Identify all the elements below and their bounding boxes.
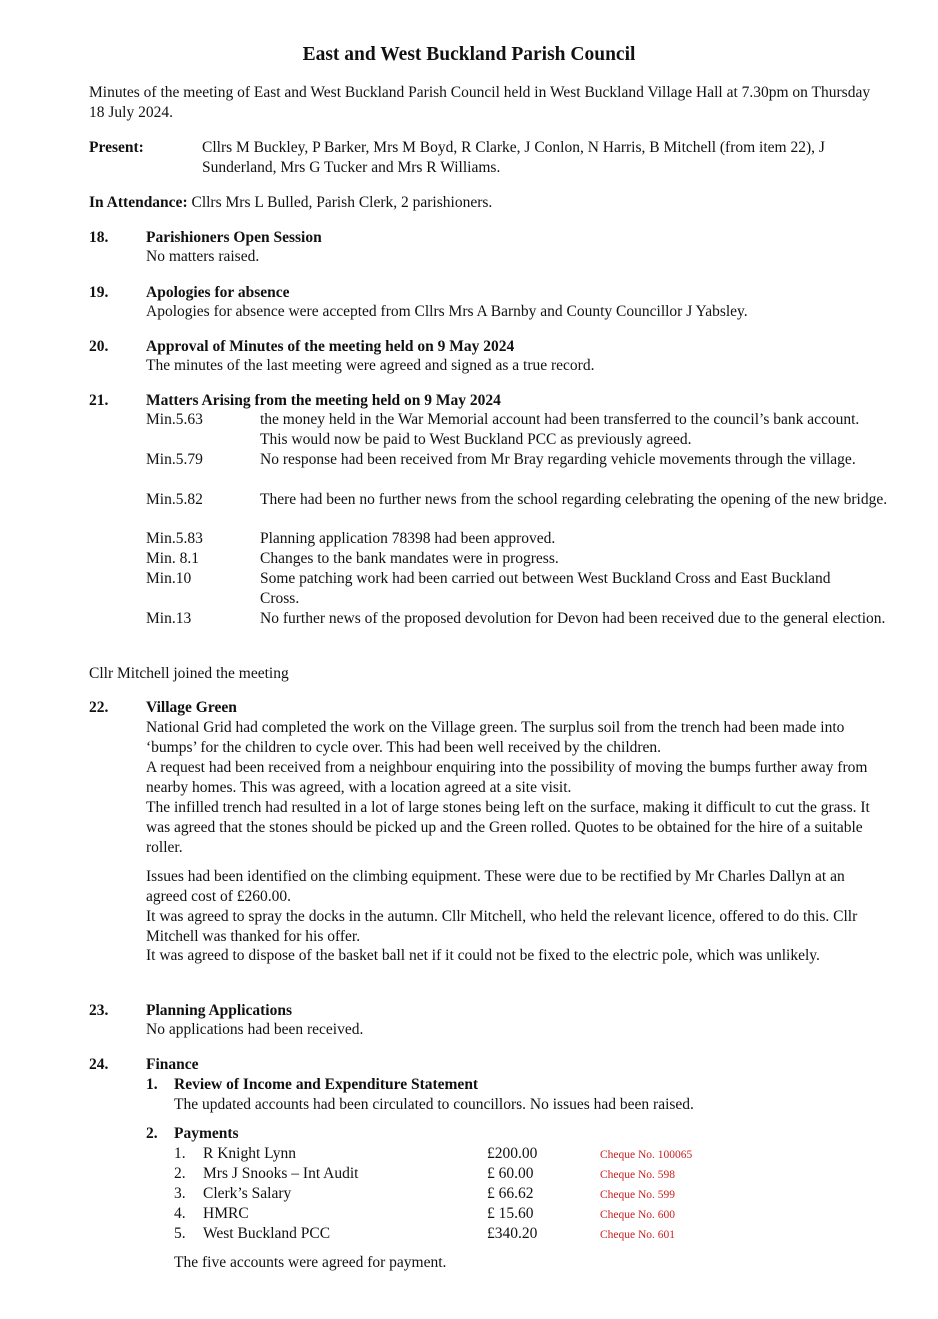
finance-sub1-heading: Review of Income and Expenditure Statement (174, 1076, 479, 1093)
payment-cheque: Cheque No. 600 (600, 1209, 676, 1221)
present-label: Present: (89, 139, 144, 156)
finance-sub2-number: 2. (146, 1125, 158, 1142)
matter-ref: Min.5.83 (146, 530, 203, 547)
item-21-heading: Matters Arising from the meeting held on 9 May 2024 (146, 392, 501, 409)
matter-ref: Min. 8.1 (146, 550, 199, 567)
payment-cheque: Cheque No. 598 (600, 1169, 676, 1181)
item-24-heading: Finance (146, 1056, 199, 1073)
item-22-paragraph: Issues had been identified on the climbing equipment. These were due to be rectified by Mr Charles Dallyn at an agreed cost of £260.00. (146, 868, 845, 905)
attendance-text: Cllrs Mrs L Bulled, Parish Clerk, 2 parishioners. (191, 194, 493, 211)
item-22-paragraph: It was agreed to spray the docks in the autumn. Cllr Mitchell, who held the relevant licence, offered to do this. Cllr Mitchell was thanked for his offer. (146, 908, 858, 945)
payment-cheque: Cheque No. 599 (600, 1189, 676, 1201)
item-23-body: No applications had been received. (146, 1021, 364, 1038)
payment-payee: West Buckland PCC (203, 1225, 331, 1242)
item-22-paragraph: The infilled trench had resulted in a lot of large stones being left on the surface, making it difficult to cut the grass. It was agreed that the stones should be picked up and the Green rolled. Quotes to be obtained for the hire of a suitable roller. (146, 799, 870, 856)
payment-number: 5. (174, 1225, 186, 1242)
item-22-paragraph: It was agreed to dispose of the basket ball net if it could not be fixed to the electric pole, which was unlikely. (146, 947, 820, 964)
matter-ref: Min.5.79 (146, 451, 203, 468)
payment-payee: Clerk’s Salary (203, 1185, 292, 1202)
payment-number: 4. (174, 1205, 186, 1222)
present-text: Cllrs M Buckley, P Barker, Mrs M Boyd, R Clarke, J Conlon, N Harris, B Mitchell (from item 22), J Sunderland, Mrs G Tucker and Mrs R Williams. (202, 139, 825, 176)
attendance-line (89, 193, 889, 213)
finance-sub1-number: 1. (146, 1076, 158, 1093)
item-23-number: 23. (89, 1002, 109, 1019)
item-22-heading: Village Green (146, 699, 237, 716)
item-18-heading: Parishioners Open Session (146, 229, 322, 246)
item-20-number: 20. (89, 338, 109, 355)
item-22-paragraph: National Grid had completed the work on the Village green. The surplus soil from the trench had been made into ‘bumps’ for the children to cycle over. This had been well received by the children. (146, 719, 845, 756)
item-19-body: Apologies for absence were accepted from Cllrs Mrs A Barnby and County Councillor J Yabsley. (146, 303, 748, 320)
matter-text: Changes to the bank mandates were in progress. (260, 550, 559, 567)
attendance-label: In Attendance: (89, 194, 188, 211)
item-24-number: 24. (89, 1056, 109, 1073)
matter-text: There had been no further news from the school regarding celebrating the opening of the new bridge. (260, 491, 888, 508)
payment-payee: Mrs J Snooks – Int Audit (203, 1165, 359, 1182)
item-23-heading: Planning Applications (146, 1002, 293, 1019)
item-18-body: No matters raised. (146, 248, 260, 265)
matter-text: No further news of the proposed devolution for Devon had been received due to the general election. (260, 610, 886, 627)
payment-cheque: Cheque No. 100065 (600, 1149, 693, 1161)
page-title: East and West Buckland Parish Council (302, 44, 636, 65)
payment-number: 3. (174, 1185, 186, 1202)
finance-sub2-heading: Payments (174, 1125, 239, 1142)
item-19-number: 19. (89, 284, 109, 301)
payment-amount: £ 66.62 (487, 1185, 534, 1202)
matter-ref: Min.13 (146, 610, 192, 627)
matter-text: Some patching work had been carried out between West Buckland Cross and East Buckland Cross. (260, 570, 831, 607)
item-21-number: 21. (89, 392, 109, 409)
payment-payee: HMRC (203, 1205, 249, 1222)
matter-ref: Min.5.63 (146, 411, 203, 428)
item-20-heading: Approval of Minutes of the meeting held on 9 May 2024 (146, 338, 515, 355)
item-19-heading: Apologies for absence (146, 284, 290, 301)
finance-sub1-body: The updated accounts had been circulated to councillors. No issues had been raised. (174, 1096, 694, 1113)
item-22-number: 22. (89, 699, 109, 716)
matter-text: the money held in the War Memorial account had been transferred to the council’s bank account. This would now be paid to West Buckland PCC as previously agreed. (260, 411, 860, 448)
matter-ref: Min.10 (146, 570, 192, 587)
payment-number: 2. (174, 1165, 186, 1182)
payment-amount: £340.20 (487, 1225, 538, 1242)
payment-amount: £200.00 (487, 1145, 538, 1162)
item-20-body: The minutes of the last meeting were agreed and signed as a true record. (146, 357, 595, 374)
payment-number: 1. (174, 1145, 186, 1162)
payment-amount: £ 60.00 (487, 1165, 534, 1182)
payments-closing: The five accounts were agreed for payment. (174, 1254, 447, 1271)
item-18-number: 18. (89, 229, 109, 246)
payment-cheque: Cheque No. 601 (600, 1229, 676, 1241)
matter-text: Planning application 78398 had been approved. (260, 530, 556, 547)
payment-payee: R Knight Lynn (203, 1145, 297, 1162)
mitchell-note: Cllr Mitchell joined the meeting (89, 665, 289, 682)
item-22-paragraph: A request had been received from a neighbour enquiring into the possibility of moving the bumps further away from nearby homes. This was agreed, with a location agreed at a site visit. (146, 759, 868, 796)
matter-text: No response had been received from Mr Bray regarding vehicle movements through the village. (260, 451, 856, 468)
matter-ref: Min.5.82 (146, 491, 203, 508)
payment-amount: £ 15.60 (487, 1205, 534, 1222)
intro-text: Minutes of the meeting of East and West Buckland Parish Council held in West Buckland Village Hall at 7.30pm on Thursday 18 July 2024. (89, 84, 871, 121)
